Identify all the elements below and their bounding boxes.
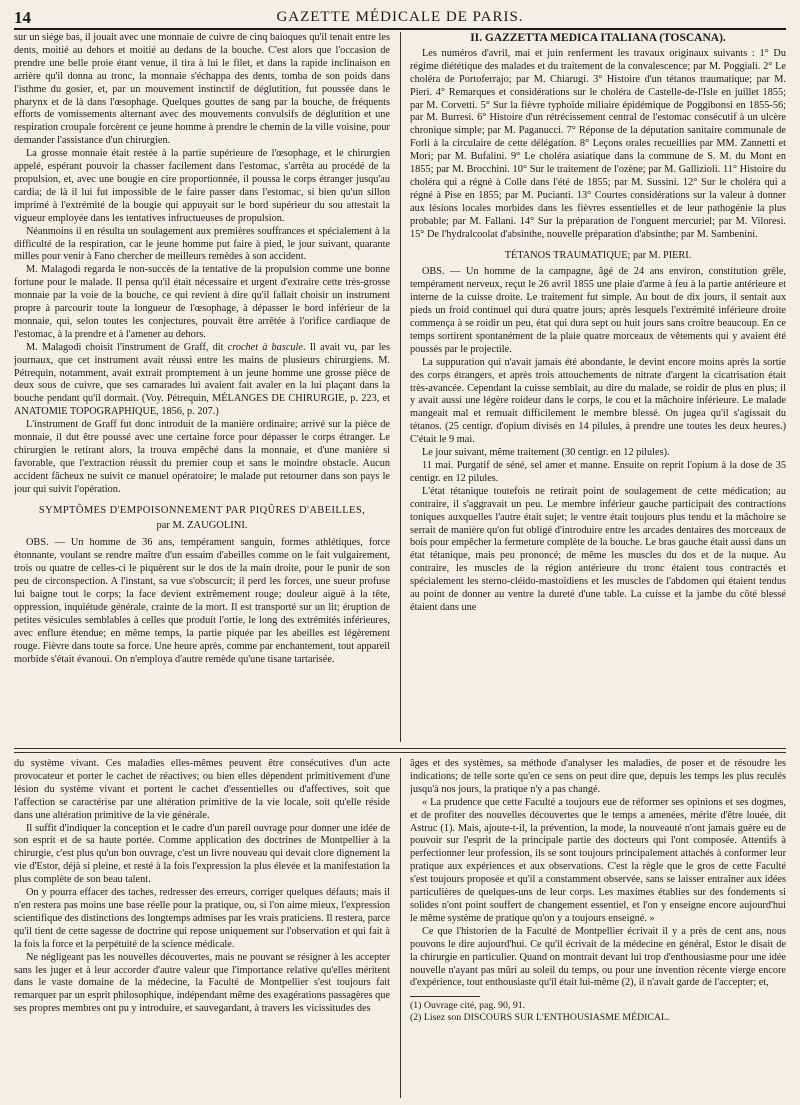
paragraph: Le jour suivant, même traitement (30 centigr. en 12 pilules).	[422, 447, 670, 459]
footnote: (2) Lisez son DISCOURS SUR L'ENTHOUSIASME MÉDICAL.	[410, 1012, 670, 1024]
paragraph: OBS. — Un homme de la campagne, âgé de 24 ans environ, constitution grêle, tempérament nerveux, reçut le 26 avril 1855 une plaie d'arme à feu à la partie antérieure et interne de la cuisse droite. Le traitement fut simple. Au bout de dix jours, il sentait aux pieds un froid continuel qui dura quatre jours; après lesquels l'extrémité inférieure droite commença à se roidir un peu, état qui dura sept ou huit jours sans croître beaucoup. En ce temps sortirent spontanément de la plaie quatre morceaux de vêtements qui y avaient été poussés par le projectile.	[410, 266, 786, 355]
upper-right-column	[410, 32, 786, 742]
newspaper-page	[14, 8, 786, 1100]
paragraph: Néanmoins il en résulta un soulagement aux premières souffrances et spécialement à la difficulté de la respiration, car le jeune homme put faire à pied, le jour suivant, quarante milles pour venir à Fano chercher de meilleurs remèdes à son accident.	[14, 225, 390, 263]
section-title: SYMPTÔMES D'EMPOISONNEMENT PAR PIQÛRES D'ABEILLES,	[38, 504, 366, 516]
paragraph: âges et des systèmes, sa méthode d'analyser les maladies, de poser et de résoudre les indications; de telle sorte qu'en ce sens on peut dire que, depuis les temps les plus reculés jusqu'à nos jours, la pratique n'y a pas changé.	[410, 758, 786, 795]
upper-section	[14, 32, 786, 742]
upper-left-column	[14, 32, 390, 742]
page-header	[14, 8, 786, 30]
paragraph: 11 mai. Purgatif de séné, sel amer et manne. Ensuite on reprit l'opium à la dose de 35 centigr. en 12 pilules.	[410, 460, 786, 484]
section-separator	[14, 748, 786, 753]
paragraph: La suppuration qui n'avait jamais été abondante, le devint encore moins après la sortie des corps étrangers, et après trois attouchements de nitrate d'argent la cicatrisation était très-avancée. Cependant la cuisse semblait, au dire du malade, se roidir de plus en plus; il y avait aussi une légère roideur dans le corps, le cou et la mâchoire inférieure. Le malade mangeait mal et remuait difficilement le membre blessé. On jugea qu'il s'agissait du tétanos. (25 centigr. d'opium divisés en 14 pilules, à prendre une toutes les deux heures.) C'était le 9 mai.	[410, 356, 786, 446]
paragraph: L'état tétanique toutefois ne retirait point de soulagement de cette médication; au contraire, il s'aggravait un peu. Le membre inférieur gauche participait des contractions toniques auxquelles l'autre était sujet; le ventre était toujours plus tendu et la mâchoire se serrait de manière qu'on fut obligé d'introduire entre les arcades dentaires des morceaux de bois pour empêcher la fermeture complète de la bouche. Le bras gauche était aussi dans un état tétanique, mais peu prononcé; de même les muscles du dos et de la nuque. Au contraire, les muscles de la région antérieure du tronc étaient tous contractés et spécialement les sterno-cléido-mastoïdiens et les muscles de l'abdomen qui étaient tendus au point de donner au ventre la dureté d'une table. La cuisse et la jambe du côté blessé étaient dans une	[410, 485, 786, 613]
paragraph: On y pourra effacer des taches, redresser des erreurs, corriger quelques défauts; mais il n'en restera pas moins une base réelle pour la pratique, ou, si l'on aime mieux, l'expression scientifique des distinctions des longtemps admises par les vrais praticiens. Il restera, parce qu'il tient de cette sagesse de doctrine qui repose uniquement sur l'observation et qui fait à la fois la force et la perpétuité de la science médicale.	[14, 887, 390, 950]
paragraph: OBS. — Un homme de 36 ans, tempérament sanguin, formes athlétiques, force étonnante, voulant se rendre maître d'un essaim d'abeilles comme on le fait vulgairement, trois ou quatre de celles-ci le piquèrent sur le dos de la main droite, pour le punir de son peu de circonspection. A l'instant, sa vue s'obscurcit; il perd les forces, une sueur profuse lui baigne tout le corps; la face devient extrêmement rouge; douleur aiguë à la tête, oppression, inquiétude générale, crainte de la mort. Il est transporté sur un lit; éruption de petites vésicules semblables à celles que produit l'ortie, le long des extrémités inférieures, avec enflure étendue; en même temps, la partie piquée par les abeilles est légèrement rouge. Fièvre dans toute sa force. Une heure après, comme par enchantement, tout appareil morbide s'était évanoui. On n'employa d'autre remède qu'une tisane tartarisée.	[14, 537, 390, 665]
column-divider	[400, 32, 401, 742]
page-number: 14	[14, 8, 31, 27]
lower-right-column	[410, 758, 786, 1098]
paragraph: La grosse monnaie était restée à la partie supérieure de l'œsophage, et le chirurgien appelé, espérant pouvoir la chasser facilement dans l'estomac, s'arrêta au procédé de la propulsion, et, avec une bougie en cire proportionnée, il poussa le corps étranger jusqu'au cardia; de là il lui fut impossible de le faire passer dans l'estomac, si bien qu'un sillon imprimé à l'extrémité de la bougie qui appuyait sur le bord supérieur du sou attestait la vigueur employée dans les tentatives infructueuses de propulsion.	[14, 148, 390, 224]
paragraph: « La prudence que cette Faculté a toujours eue de réformer ses opinions et ses dogmes, et de profiter des nouvelles découvertes que le temps a amenées, mérite d'être louée, dit Astruc (1). Mais, ajoute-t-il, la prévention, la mode, la nouveauté n'ont jamais guère eu de pouvoir sur l'esprit de la principale partie des docteurs qui l'ont composée. Attentifs à perfectionner leur profession, ils se sont toujours principalement attachés à conformer leur pratique aux expériences et aux observations. C'est la règle que le gros de cette Faculté s'est toujours proposée et qu'il a constamment observée, sans se laisser entraîner aux idées particulières de quelques-uns de leur corps. Les maximes établies sur des fondements si solides n'ont point souffert de changement essentiel, et l'on y enseigne encore aujourd'hui le même système de pratique qu'on y a toujours enseigné. »	[410, 796, 786, 924]
paragraph: Il suffit d'indiquer la conception et le cadre d'un pareil ouvrage pour donner une idée de son esprit et de sa haute portée. Comme application des doctrines de Montpellier à la chirurgie, c'est plus qu'un bon ouvrage, c'est un livre nouveau qui devait clore dignement la vie d'Estor, déjà si pleine, et resté à la fois l'expression la plus élevée et la manifestation la plus complète de son beau talent.	[14, 822, 390, 886]
section-author: par M. ZAUGOLINI.	[156, 519, 248, 531]
column-divider	[400, 758, 401, 1098]
paragraph	[14, 342, 390, 419]
paragraph: Les numéros d'avril, mai et juin renferment les travaux originaux suivants : 1° Du régime diététique des malades et du traitement de la convalescence; par M. Poggiali. 2° Le choléra de Portoferrajo; par M. Chiarugi. 3° Histoire d'un tétanos traumatique; par M. Pieri. 4° Remarques et considérations sur le choléra de Castelle-de-l'Isle en juillet 1855; par M. Corvetti. 5° Sur la fièvre typhoïde miliaire épidémique de Poggibonsi en 1855-56; par M. Burresi. 6° Histoire d'un rétrécissement central de l'estomac consécutif à un ulcère chronique simple; par M. Paganucci. 7° Réponse de la députation sanitaire communale de Forli à la circulaire de cette délégation. 8° Leçons orales recueillies par MM. Zannetti et Mori; par M. Bufalini. 9° Le choléra asiatique dans la commune de S. M. du Mont en 1855; par M. Brocchini. 10° Sur le traitement de l'ozène; par M. Gallizioli. 11° Histoire du choléra qui a régné à Colle dans l'été de 1855; par M. Sussini. 12° Sur le choléra qui a régné à Pise en 1855; par M. Pucianti. 13° Courtes considérations sur la valeur à donner aux lésions locales morbides dans les fièvres essentielles et de leur pathogénie la plus probable; par M. Fallani. 14° Sur la préparation de l'onguent mercuriel; par M. Viloresi. 15° De l'hydralcoolat d'absinthe, nouvelle préparation d'absinthe; par M. Sambenini.	[410, 47, 786, 240]
paragraph: L'instrument de Graff fut donc introduit de la manière ordinaire; arrivé sur la pièce de monnaie, il dut être poussé avec une certaine force pour dépasser le corps étranger. Le chirurgien le retirant alors, la trouva empêché dans la monnaie, et d'une manière si favorable, que l'extraction réussit du premier coup et sans le moindre obstacle. Aucun accident fâcheux ne suivit ce manuel opératoire; le malade put retourner dans son pays le jour qui suivit l'opération.	[14, 419, 390, 495]
text-run: . Il avait vu, par les journaux, que cet instrument avait réussi entre les mains de plusieurs chirurgiens. M. Pétrequin, notamment, avait extrait promptement à un jeune homme une grosse pièce de deux sous de cuivre, que ses camarades lui avaient fait avaler en la lui plaçant dans la bouche pendant qu'il dormait. (Voy. Pétrequin, MÉLANGES DE CHIRURGIE, p. 223, et ANATOMIE TOPOGRAPHIQUE, 1856, p. 207.)	[14, 341, 390, 418]
gazette-title: II. GAZZETTA MEDICA ITALIANA (TOSCANA).	[470, 32, 726, 44]
article-title: TÉTANOS TRAUMATIQUE; par M. PIERI.	[504, 249, 692, 261]
lower-left-column	[14, 758, 390, 1098]
paragraph: sur un siége bas, il jouait avec une monnaie de cuivre de cinq baioques qu'il tenait entre les dents, moitié au dehors et moitié au dedans de la bouche. C'est alors que l'occasion de prendre une belle proie étant venue, il tira à lui le filet, et dans la rapide inclinaison en arrière qu'il donna au tronc, la monnaie s'échappa des dents, tomba de son poids dans l'isthme du gosier, et, par un mouvement instinctif de déglutition, fut poussée dans le pharynx et de là dans l'œsophage. Quelques gouttes de sang par la bouche, de fréquents efforts de vomissements alternant avec des mouvements convulsifs de déglutition et une respiration croupale forcèrent ce jeune homme à prendre le chemin de la ville voisine, pour demander l'assistance d'un chirurgien.	[14, 32, 390, 147]
paragraph: Ce que l'historien de la Faculté de Montpellier écrivait il y a près de cent ans, nous pouvons le dire aujourd'hui. Ce qu'il écrivait de la médecine en général, Estor le disait de la chirurgie en particulier. Quand on montrait devant lui trop d'enthousiasme pour une idée nouvelle n'ayant pas mûri au soleil du temps, ou pour une invention récente vierge encore d'expérience, tout enthousiaste qu'il était lui-même (2), il n'avait garde de l'accepter; et,	[410, 925, 786, 989]
italic-term: crochet à bascule	[227, 341, 303, 353]
footnote: (1) Ouvrage cité, pag. 90, 91.	[410, 1000, 526, 1012]
paragraph: Ne négligeant pas les nouvelles découvertes, mais ne pouvant se résigner à les accepter sans les juger et à leur accorder d'autre valeur que l'importance relative qu'elles méritent dans le vaste domaine de la médecine, la Faculté de Montpellier s'est toujours fait remarquer par un esprit philosophique, indépendant même des exagérations passagères que ses propres membres ont pu y introduire, et sauvegardant, à travers les vicissitudes des	[14, 951, 390, 1015]
paragraph: M. Malagodi regarda le non-succès de la tentative de la propulsion comme une bonne fortune pour le malade. Il pensa qu'il était nécessaire et urgent d'extraire cette très-grosse monnaie par la voie de la bouche, ce qui revient à dire qu'il fallait choisir un instrument propre à parcourir toute la longueur de l'œsophage, à dépasser le bord inférieur de la monnaie, qui, selon toutes les conjectures, pouvait être arrêtée à l'orifice cardiaque de l'estomac, à la prendre et à l'amener au dehors.	[14, 264, 390, 340]
footnote-rule	[410, 996, 480, 997]
journal-title: GAZETTE MÉDICALE DE PARIS.	[276, 9, 524, 25]
paragraph: du système vivant. Ces maladies elles-mêmes peuvent être consécutives d'un acte provocateur et porter le cachet de réactives; ou bien elles dépendent primitivement d'une lésion du système vivant et portent le cachet d'essentielles ou d'affectives, soit que l'affection se caractérise par une altération primitive de la vie locale, soit qu'elle réside dans une altération primitive de la vie générale.	[14, 758, 390, 821]
text-run: M. Malagodi choisit l'instrument de Graff, dit	[26, 341, 228, 353]
lower-section	[14, 758, 786, 1098]
